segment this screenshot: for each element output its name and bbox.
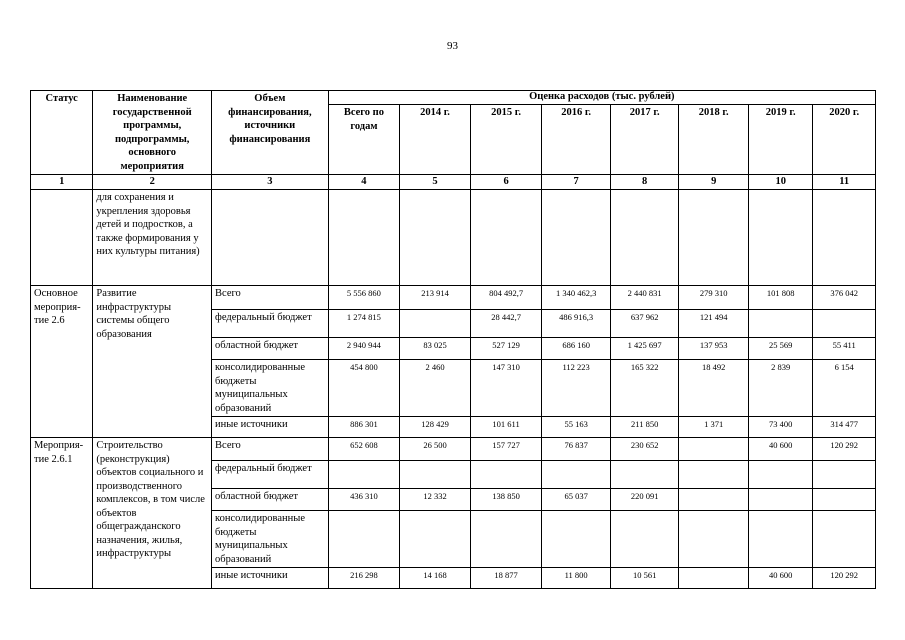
funding-source-cell: федеральный бюджет — [212, 461, 329, 489]
value-cell — [400, 511, 471, 568]
header-year: 2014 г. — [400, 105, 471, 175]
value-cell: 220 091 — [610, 489, 679, 511]
value-cell: 65 037 — [542, 489, 611, 511]
funding-source-cell: областной бюджет — [212, 489, 329, 511]
value-cell: 10 561 — [610, 568, 679, 589]
empty-cell — [212, 190, 329, 286]
value-cell: 26 500 — [400, 438, 471, 461]
value-cell: 436 310 — [328, 489, 400, 511]
value-cell — [748, 310, 812, 338]
value-cell: 2 440 831 — [610, 286, 679, 310]
empty-cell — [328, 190, 400, 286]
empty-cell — [470, 190, 542, 286]
value-cell: 1 274 815 — [328, 310, 400, 338]
value-cell: 137 953 — [679, 338, 749, 360]
value-cell: 55 411 — [813, 338, 876, 360]
value-cell: 18 492 — [679, 360, 749, 417]
empty-cell — [679, 190, 749, 286]
value-cell: 652 608 — [328, 438, 400, 461]
funding-source-cell: иные источники — [212, 568, 329, 589]
value-cell: 686 160 — [542, 338, 611, 360]
value-cell: 101 611 — [470, 417, 542, 438]
empty-cell — [610, 190, 679, 286]
value-cell: 2 940 944 — [328, 338, 400, 360]
value-cell — [813, 511, 876, 568]
column-number: 7 — [542, 175, 611, 190]
continuation-text: для сохранения и укрепления здоровья детей и подростков, а также формирования у них культуры питания) — [93, 190, 212, 286]
funding-source-cell: консолидированные бюджеты муниципальных образований — [212, 511, 329, 568]
value-cell: 637 962 — [610, 310, 679, 338]
funding-source-cell: областной бюджет — [212, 338, 329, 360]
header-total: Всего по годам — [328, 105, 400, 175]
value-cell: 121 494 — [679, 310, 749, 338]
status-cell: Основное мероприя-тие 2.6 — [31, 286, 93, 438]
empty-cell — [813, 190, 876, 286]
value-cell: 886 301 — [328, 417, 400, 438]
table-row — [31, 438, 876, 461]
column-number: 10 — [748, 175, 812, 190]
value-cell: 18 877 — [470, 568, 542, 589]
empty-cell — [542, 190, 611, 286]
header-year: 2015 г. — [470, 105, 542, 175]
value-cell — [679, 438, 749, 461]
column-number: 1 — [31, 175, 93, 190]
empty-cell — [400, 190, 471, 286]
value-cell — [748, 511, 812, 568]
value-cell: 157 727 — [470, 438, 542, 461]
funding-source-cell: консолидированные бюджеты муниципальных образований — [212, 360, 329, 417]
value-cell: 14 168 — [400, 568, 471, 589]
value-cell — [813, 310, 876, 338]
value-cell: 2 839 — [748, 360, 812, 417]
value-cell: 165 322 — [610, 360, 679, 417]
header-year: 2018 г. — [679, 105, 749, 175]
header-year: 2016 г. — [542, 105, 611, 175]
value-cell: 73 400 — [748, 417, 812, 438]
value-cell — [813, 489, 876, 511]
value-cell: 25 569 — [748, 338, 812, 360]
value-cell: 2 460 — [400, 360, 471, 417]
value-cell: 454 800 — [328, 360, 400, 417]
value-cell: 279 310 — [679, 286, 749, 310]
funding-source-cell: федеральный бюджет — [212, 310, 329, 338]
header-year: 2020 г. — [813, 105, 876, 175]
column-number: 9 — [679, 175, 749, 190]
value-cell — [470, 511, 542, 568]
value-cell — [470, 461, 542, 489]
header-status: Статус — [31, 91, 93, 175]
value-cell — [400, 461, 471, 489]
value-cell: 486 916,3 — [542, 310, 611, 338]
status-cell — [31, 190, 93, 286]
column-number: 4 — [328, 175, 400, 190]
value-cell: 5 556 860 — [328, 286, 400, 310]
value-cell — [610, 511, 679, 568]
status-cell: Мероприя-тие 2.6.1 — [31, 438, 93, 589]
value-cell: 112 223 — [542, 360, 611, 417]
value-cell: 211 850 — [610, 417, 679, 438]
value-cell: 128 429 — [400, 417, 471, 438]
value-cell: 55 163 — [542, 417, 611, 438]
value-cell: 83 025 — [400, 338, 471, 360]
value-cell: 527 129 — [470, 338, 542, 360]
value-cell: 1 371 — [679, 417, 749, 438]
funding-source-cell: Всего — [212, 286, 329, 310]
column-number: 3 — [212, 175, 329, 190]
value-cell: 376 042 — [813, 286, 876, 310]
value-cell — [679, 461, 749, 489]
value-cell — [813, 461, 876, 489]
header-year: 2019 г. — [748, 105, 812, 175]
value-cell: 314 477 — [813, 417, 876, 438]
funding-source-cell: иные источники — [212, 417, 329, 438]
measure-name-cell: Строительство (реконструкция) объектов социального и производственного комплексов, в том числе объектов общегражданского назначения, жилья, инфраструктуры — [93, 438, 212, 589]
value-cell — [748, 489, 812, 511]
value-cell: 147 310 — [470, 360, 542, 417]
value-cell — [542, 511, 611, 568]
column-number: 6 — [470, 175, 542, 190]
value-cell — [610, 461, 679, 489]
value-cell: 120 292 — [813, 568, 876, 589]
value-cell: 1 340 462,3 — [542, 286, 611, 310]
value-cell — [542, 461, 611, 489]
value-cell — [328, 461, 400, 489]
value-cell: 230 652 — [610, 438, 679, 461]
funding-source-cell: Всего — [212, 438, 329, 461]
value-cell: 6 154 — [813, 360, 876, 417]
empty-cell — [748, 190, 812, 286]
value-cell: 28 442,7 — [470, 310, 542, 338]
header-estimate: Оценка расходов (тыс. рублей) — [328, 91, 875, 105]
value-cell: 40 600 — [748, 438, 812, 461]
value-cell — [679, 568, 749, 589]
value-cell: 76 837 — [542, 438, 611, 461]
header-year: 2017 г. — [610, 105, 679, 175]
measure-name-cell: Развитие инфраструктуры системы общего образования — [93, 286, 212, 438]
value-cell: 12 332 — [400, 489, 471, 511]
value-cell: 11 800 — [542, 568, 611, 589]
expenditure-table — [30, 90, 876, 589]
value-cell: 804 492,7 — [470, 286, 542, 310]
value-cell — [400, 310, 471, 338]
value-cell — [679, 511, 749, 568]
value-cell — [328, 511, 400, 568]
page-number: 93 — [447, 40, 458, 52]
header-name: Наименование государственной программы, подпрограммы, основного мероприятия — [93, 91, 212, 175]
value-cell: 213 914 — [400, 286, 471, 310]
value-cell: 120 292 — [813, 438, 876, 461]
value-cell: 101 808 — [748, 286, 812, 310]
value-cell — [679, 489, 749, 511]
value-cell: 216 298 — [328, 568, 400, 589]
column-number: 8 — [610, 175, 679, 190]
column-number: 11 — [813, 175, 876, 190]
column-number: 2 — [93, 175, 212, 190]
value-cell: 40 600 — [748, 568, 812, 589]
value-cell — [748, 461, 812, 489]
header-volume: Объем финансирования, источники финансирования — [212, 91, 329, 175]
column-number: 5 — [400, 175, 471, 190]
value-cell: 1 425 697 — [610, 338, 679, 360]
value-cell: 138 850 — [470, 489, 542, 511]
table-row — [31, 286, 876, 310]
